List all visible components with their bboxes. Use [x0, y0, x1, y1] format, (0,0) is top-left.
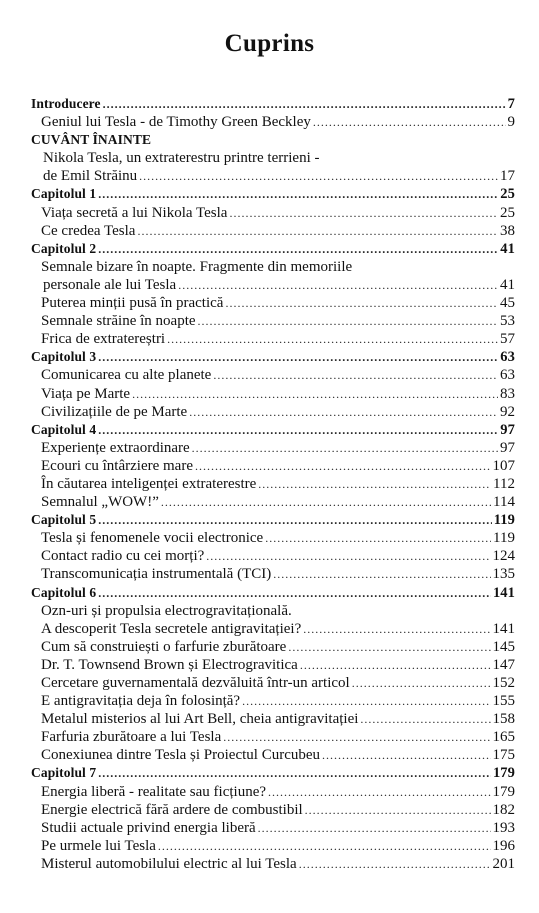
dot-leader: [213, 366, 498, 384]
toc-entry-title: Cercetare guvernamentală dezvăluită într-un articol: [41, 675, 350, 691]
toc-page-number: 155: [492, 693, 515, 710]
dot-leader: [137, 222, 498, 240]
toc-entry-title: Civilizațiile de pe Marte: [41, 403, 188, 420]
toc-heading: [31, 185, 515, 203]
toc-entry: [31, 565, 515, 583]
toc-entry: [31, 837, 515, 855]
toc-page-number: 124: [492, 548, 515, 565]
toc-page-number: 17: [500, 168, 515, 185]
toc-heading: [31, 764, 515, 782]
toc-page-number: 196: [492, 837, 515, 854]
page-title: Cuprins: [224, 30, 315, 57]
toc-entry: [31, 366, 515, 384]
dot-leader: [299, 855, 491, 873]
dot-leader: [103, 95, 506, 113]
toc-entry-title: E antigravitația deja în folosință?: [41, 693, 241, 710]
toc-page-number: 25: [500, 204, 515, 221]
toc-page-number: 179: [492, 765, 515, 782]
toc-entry-title: Semnale bizare în noapte. Fragmente din memoriile: [41, 258, 353, 275]
toc-entry: [31, 385, 515, 403]
toc-entry: [31, 710, 515, 728]
toc-entry: [31, 855, 515, 873]
toc-page-number: 119: [493, 530, 515, 547]
toc-page-number: 45: [500, 295, 515, 312]
toc-entry-title: Studii actuale privind energia liberă: [41, 819, 256, 836]
toc-entry: [31, 222, 515, 240]
toc-page-number: 53: [500, 313, 515, 330]
toc-entry-title: Viața secretă a lui Nikola Tesla: [41, 204, 228, 221]
toc-page-number: 119: [493, 512, 515, 529]
toc-page-number: 92: [500, 403, 515, 420]
toc-entry-title: Viața pe Marte: [41, 385, 131, 402]
toc-heading: [31, 95, 515, 113]
toc-page-number: 193: [492, 819, 515, 836]
toc-entry: [31, 403, 515, 421]
toc-page-number: 97: [500, 439, 515, 456]
toc-page-number: 141: [492, 620, 515, 637]
toc-page-number: 107: [492, 457, 515, 474]
toc-entry-title: Pe urmele lui Tesla: [41, 837, 156, 854]
toc-entry: [31, 475, 515, 493]
dot-leader: [360, 710, 490, 728]
toc-entry: [31, 547, 515, 565]
toc-entry-title: Conexiunea dintre Tesla și Proiectul Curcubeu: [41, 747, 321, 764]
toc-entry-title: Ozn-uri și propulsia electrogravitațională.: [41, 602, 292, 619]
dot-leader: [98, 584, 491, 602]
toc-entry: [31, 439, 515, 457]
toc-page-number: 112: [493, 475, 515, 492]
toc-entry-title: A descoperit Tesla secretele antigravitației?: [41, 620, 302, 637]
toc-heading: [31, 584, 515, 602]
toc-entry: [31, 602, 515, 620]
toc-entry: [31, 728, 515, 746]
toc-entry-title: Misterul automobilului electric al lui Tesla: [41, 855, 297, 872]
toc-entry: [31, 457, 515, 475]
dot-leader: [98, 185, 498, 203]
toc-entry: [31, 167, 515, 185]
toc-entry: [31, 819, 515, 837]
dot-leader: [265, 529, 491, 547]
dot-leader: [268, 783, 490, 801]
toc-entry-title: Introducere: [31, 96, 101, 111]
toc-page-number: 147: [492, 656, 515, 673]
toc-entry-title: Transcomunicația instrumentală (TCI): [41, 566, 272, 583]
toc-page-number: 141: [492, 584, 515, 601]
dot-leader: [139, 167, 498, 185]
toc-entry: [31, 746, 515, 764]
toc-entry-title: Nikola Tesla, un extraterestru printre terrieni -: [43, 150, 320, 167]
toc-page-number: 57: [500, 331, 515, 348]
toc-page-number: 152: [492, 675, 515, 691]
dot-leader: [98, 240, 498, 258]
toc-page-number: 175: [492, 747, 515, 764]
toc-entry-title: Energie electrică fără ardere de combustibil: [41, 801, 303, 818]
dot-leader: [167, 330, 498, 348]
toc-heading: [31, 421, 515, 439]
dot-leader: [258, 819, 491, 837]
toc-entry: [31, 276, 515, 294]
dot-leader: [178, 276, 498, 294]
dot-leader: [206, 547, 490, 565]
toc-entry-title: Tesla și fenomenele vocii electronice: [41, 530, 264, 547]
dot-leader: [223, 728, 490, 746]
toc-heading: [31, 131, 515, 149]
dot-leader: [158, 837, 491, 855]
toc-page-number: 41: [500, 276, 515, 293]
toc-page-number: 135: [492, 566, 515, 583]
toc-page-number: 7: [507, 96, 515, 112]
toc-page-number: 83: [500, 385, 515, 402]
dot-leader: [229, 204, 498, 222]
table-of-contents: [31, 95, 515, 873]
toc-entry: [31, 656, 515, 674]
dot-leader: [242, 692, 490, 710]
toc-page-number: 145: [492, 638, 515, 655]
dot-leader: [303, 620, 490, 638]
dot-leader: [98, 764, 491, 782]
toc-entry-title: Capitolul 6: [31, 584, 97, 600]
toc-entry-title: Semnalul „WOW!”: [41, 494, 159, 511]
toc-page-number: 97: [500, 421, 515, 438]
toc-entry: [31, 692, 515, 710]
toc-entry-title: Geniul lui Tesla - de Timothy Green Beckley: [41, 114, 311, 131]
toc-entry-title: Frica de extratereștri: [41, 331, 166, 348]
toc-entry-title: Dr. T. Townsend Brown și Electrogravitica: [41, 656, 298, 673]
toc-entry-title: Semnale străine în noapte: [41, 313, 196, 330]
toc-entry-title: Capitolul 1: [31, 186, 97, 202]
dot-leader: [300, 656, 491, 674]
toc-entry-title: Ecouri cu întârziere mare: [41, 457, 193, 474]
toc-entry: [31, 330, 515, 348]
toc-entry-title: Experiențe extraordinare: [41, 439, 190, 456]
toc-entry-title: de Emil Străinu: [43, 168, 138, 185]
toc-entry: [31, 783, 515, 801]
dot-leader: [225, 294, 498, 312]
toc-entry-title: Contact radio cu cei morți?: [41, 548, 205, 565]
toc-page-number: 38: [500, 222, 515, 239]
toc-entry-title: personale ale lui Tesla: [43, 276, 177, 293]
toc-entry-title: Capitolul 5: [31, 512, 97, 528]
toc-entry: [31, 258, 515, 276]
toc-page-number: 63: [500, 367, 515, 384]
toc-page-number: 63: [500, 349, 515, 366]
toc-entry-title: Capitolul 7: [31, 765, 97, 781]
toc-page-number: 25: [500, 186, 515, 203]
toc-entry-title: Puterea minții pusă în practică: [41, 295, 224, 312]
toc-entry: [31, 294, 515, 312]
toc-entry: [31, 204, 515, 222]
dot-leader: [313, 113, 506, 131]
toc-entry-title: Metalul misterios al lui Art Bell, cheia antigravitației: [41, 711, 359, 728]
toc-entry: [31, 638, 515, 656]
toc-page-number: 114: [493, 494, 515, 511]
toc-entry-title: Comunicarea cu alte planete: [41, 367, 212, 384]
dot-leader: [198, 312, 498, 330]
toc-page-number: 9: [507, 114, 515, 131]
dot-leader: [305, 801, 491, 819]
toc-entry: [31, 620, 515, 638]
toc-entry: [31, 801, 515, 819]
toc-entry: [31, 149, 515, 167]
toc-entry-title: Capitolul 3: [31, 349, 97, 365]
toc-page-number: 182: [492, 801, 515, 818]
dot-leader: [288, 638, 490, 656]
toc-page-number: 165: [492, 729, 515, 746]
dot-leader: [98, 511, 492, 529]
toc-entry-title: Farfuria zburătoare a lui Tesla: [41, 729, 222, 746]
dot-leader: [189, 403, 498, 421]
toc-entry-title: Capitolul 4: [31, 421, 97, 437]
dot-leader: [192, 439, 498, 457]
toc-entry: [31, 312, 515, 330]
toc-entry: [31, 529, 515, 547]
dot-leader: [258, 475, 491, 493]
toc-page-number: 158: [492, 711, 515, 728]
dot-leader: [98, 421, 498, 439]
toc-entry: [31, 674, 515, 692]
dot-leader: [161, 493, 491, 511]
toc-entry-title: În căutarea inteligenței extraterestre: [41, 475, 257, 492]
toc-entry: [31, 493, 515, 511]
toc-heading: [31, 511, 515, 529]
toc-page-number: 41: [500, 240, 515, 257]
dot-leader: [195, 457, 491, 475]
toc-entry-title: Capitolul 2: [31, 240, 97, 256]
toc-entry-title: CUVÂNT ÎNAINTE: [31, 132, 152, 148]
dot-leader: [322, 746, 490, 764]
dot-leader: [98, 348, 498, 366]
toc-heading: [31, 348, 515, 366]
toc-heading: [31, 240, 515, 258]
toc-page-number: 201: [492, 855, 515, 872]
toc-entry: [31, 113, 515, 131]
dot-leader: [132, 385, 498, 403]
toc-entry-title: Ce credea Tesla: [41, 222, 136, 239]
dot-leader: [273, 565, 490, 583]
toc-entry-title: Cum să construiești o farfurie zburătoare: [41, 638, 287, 655]
toc-page-number: 179: [492, 783, 515, 800]
dot-leader: [352, 674, 491, 692]
toc-entry-title: Energia liberă - realitate sau ficțiune?: [41, 783, 267, 800]
